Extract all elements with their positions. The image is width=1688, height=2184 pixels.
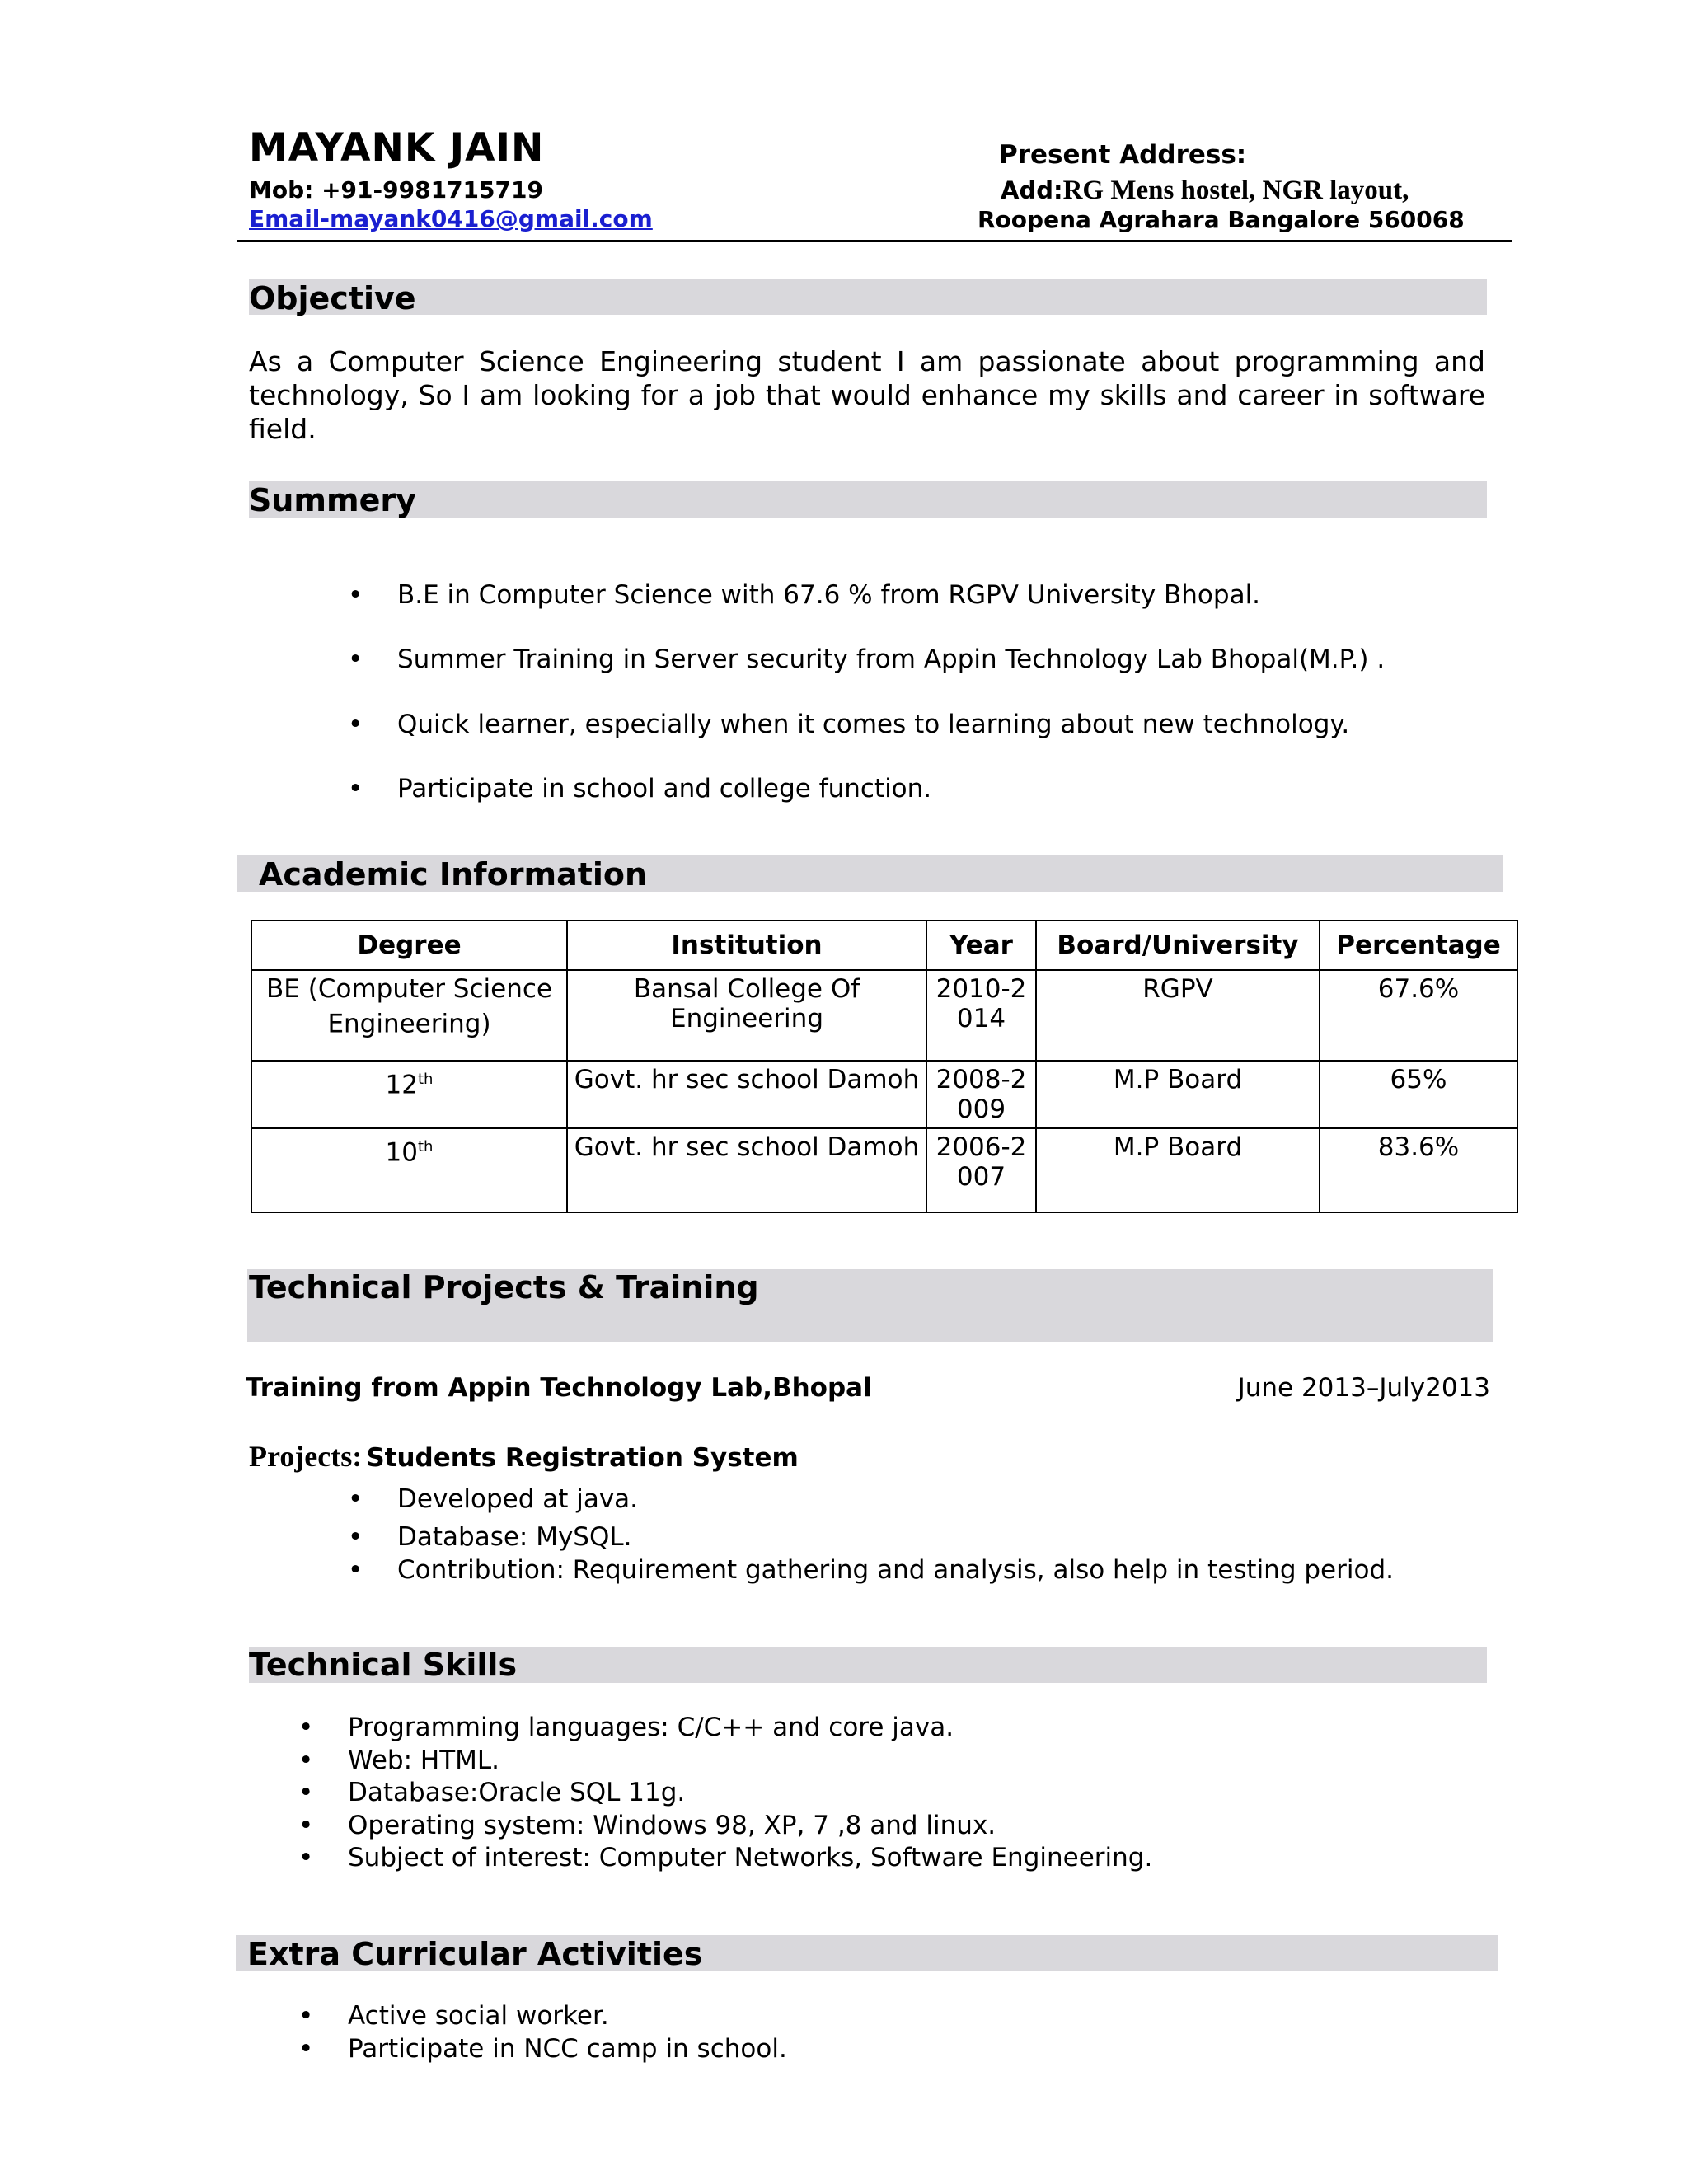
- address-line-2: Roopena Agrahara Bangalore 560068: [978, 206, 1465, 233]
- year-cell: 2008-2009: [926, 1061, 1036, 1128]
- institution-cell: Govt. hr sec school Damoh: [567, 1128, 926, 1212]
- table-header-row: [251, 921, 1517, 970]
- board-cell: M.P Board: [1036, 1061, 1320, 1128]
- summary-bar: [249, 481, 1487, 518]
- project-line: [249, 1439, 799, 1474]
- percentage-cell: 83.6%: [1320, 1128, 1517, 1212]
- table-row: [251, 970, 1517, 1061]
- mobile-number: Mob: +91-9981715719: [249, 176, 543, 204]
- degree-text: BE (Computer Science Engineering): [266, 974, 552, 1039]
- column-header: Institution: [567, 921, 926, 970]
- objective-bar: [249, 279, 1487, 315]
- year-cell: 2006-2007: [926, 1128, 1036, 1212]
- address-title: Present Address:: [999, 140, 1247, 170]
- percentage-cell: 65%: [1320, 1061, 1517, 1128]
- institution-cell: Govt. hr sec school Damoh: [567, 1061, 926, 1128]
- skill-item: • Database:Oracle SQL 11g.: [348, 1778, 1152, 1811]
- candidate-name: MAYANK JAIN: [249, 125, 545, 171]
- extra-title: Extra Curricular Activities: [247, 1936, 703, 1972]
- address-street: RG Mens hostel, NGR layout,: [1062, 176, 1409, 205]
- summary-item: • Participate in school and college function.: [397, 774, 1385, 804]
- objective-title: Objective: [249, 280, 416, 316]
- email-link[interactable]: Email-mayank0416@gmail.com: [249, 205, 653, 232]
- degree-text: 10: [385, 1137, 418, 1168]
- skill-item: • Subject of interest: Computer Networks, Software Engineering.: [348, 1843, 1152, 1872]
- degree-cell: [251, 1128, 567, 1212]
- degree-text: 12: [385, 1070, 418, 1100]
- skills-list: [348, 1713, 1152, 1872]
- skill-item: • Operating system: Windows 98, XP, 7 ,8 and linux.: [348, 1811, 1152, 1843]
- degree-cell: [251, 1061, 567, 1128]
- extra-item: • Active social worker.: [348, 2001, 787, 2034]
- training-date: June 2013–July2013: [1237, 1373, 1490, 1403]
- extra-item: • Participate in NCC camp in school.: [348, 2034, 787, 2064]
- address-label: Add:: [1001, 176, 1063, 204]
- project-item: • Contribution: Requirement gathering and analysis, also help in testing period.: [397, 1555, 1394, 1585]
- degree-sup: th: [417, 1071, 434, 1088]
- table-row: [251, 1061, 1517, 1128]
- project-name: Students Registration System: [366, 1443, 799, 1473]
- project-list: [397, 1484, 1394, 1585]
- address-line-1: [1001, 173, 1409, 206]
- summary-item: • B.E in Computer Science with 67.6 % from RGPV University Bhopal.: [397, 580, 1385, 644]
- column-header: Percentage: [1320, 921, 1517, 970]
- year-cell: 2010-2014: [926, 970, 1036, 1061]
- project-item: • Developed at java.: [397, 1484, 1394, 1522]
- project-item: • Database: MySQL.: [397, 1522, 1394, 1555]
- summary-list: [397, 580, 1385, 804]
- skill-item: • Programming languages: C/C++ and core java.: [348, 1713, 1152, 1746]
- skills-title: Technical Skills: [249, 1647, 518, 1683]
- academic-table: [251, 920, 1518, 1213]
- column-header: Year: [926, 921, 1036, 970]
- institution-cell: Bansal College Of Engineering: [567, 970, 926, 1061]
- project-label: Projects:: [249, 1440, 363, 1473]
- skill-item: • Web: HTML.: [348, 1746, 1152, 1778]
- column-header: Degree: [251, 921, 567, 970]
- extra-list: [348, 2001, 787, 2064]
- academic-title: Academic Information: [259, 856, 648, 893]
- summary-title: Summery: [249, 482, 416, 518]
- degree-cell: [251, 970, 567, 1061]
- summary-item: • Summer Training in Server security from Appin Technology Lab Bhopal(M.P.) .: [397, 644, 1385, 710]
- summary-item: • Quick learner, especially when it comes to learning about new technology.: [397, 710, 1385, 774]
- percentage-cell: 67.6%: [1320, 970, 1517, 1061]
- training-title: Training from Appin Technology Lab,Bhopal: [246, 1373, 872, 1403]
- header-rule: [237, 240, 1512, 242]
- objective-text: As a Computer Science Engineering student I am passionate about programming and technology, So I am looking for a job that would enhance my skills and career in software field.: [249, 345, 1485, 445]
- degree-sup: th: [417, 1138, 434, 1155]
- table-row: [251, 1128, 1517, 1212]
- board-cell: RGPV: [1036, 970, 1320, 1061]
- column-header: Board/University: [1036, 921, 1320, 970]
- board-cell: M.P Board: [1036, 1128, 1320, 1212]
- projects-title: Technical Projects & Training: [249, 1269, 759, 1305]
